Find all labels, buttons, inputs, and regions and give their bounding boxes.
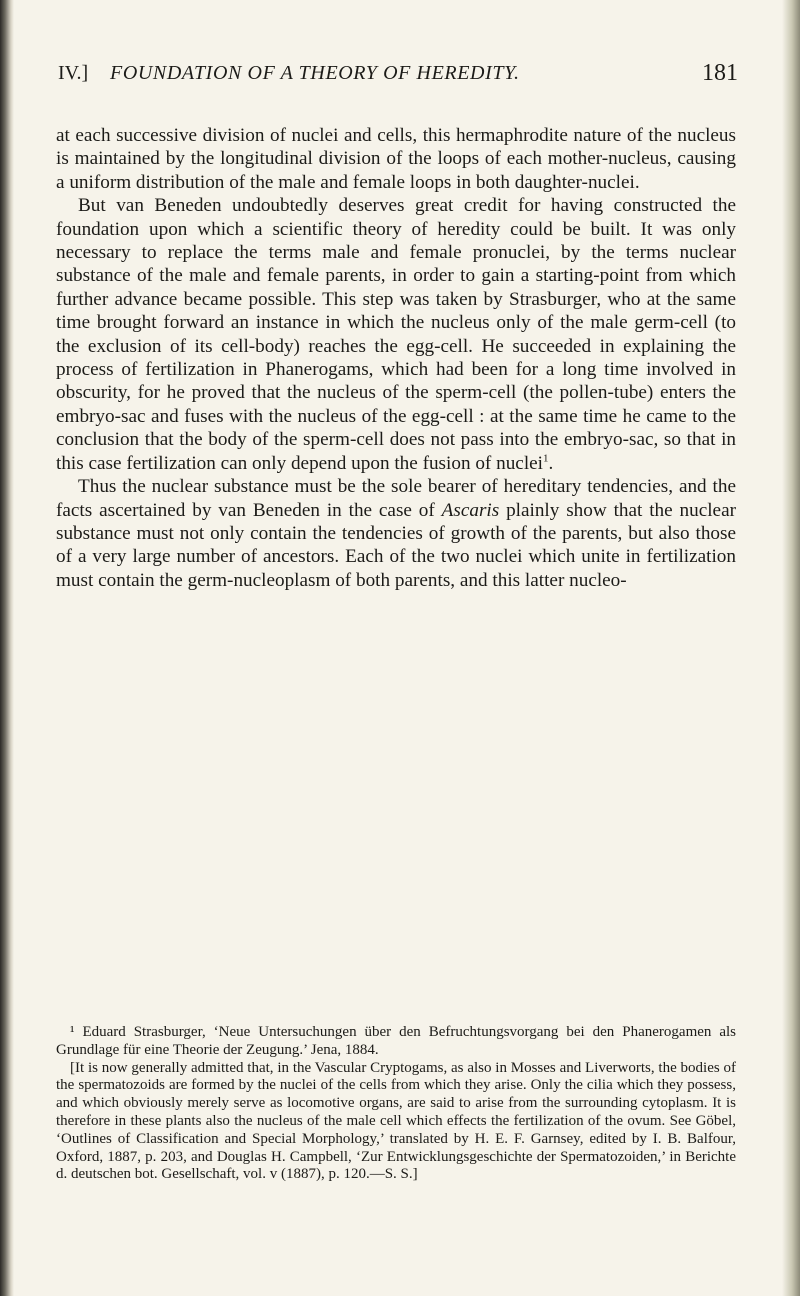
footnotes xyxy=(56,1024,736,1184)
paragraph-strasburger xyxy=(56,194,736,475)
paragraph-continuation: at each successive division of nuclei and cells, this hermaphrodite nature of the nucleus is maintained by the longitudinal division of the loops of each mother-nucleus, causing a uniform distribution of the male and female loops in both daughter-nuclei. xyxy=(56,125,736,193)
running-title: FOUNDATION OF A THEORY OF HEREDITY. xyxy=(110,62,520,84)
paragraph-text: But van Beneden undoubtedly deserves great credit for having constructed the foundation upon which a scientific theory of heredity could be built. It was only necessary to replace the terms male and female pronuclei, by the terms nuclear substance of the male and female parents, in order to gain a starting-point from which further advance became possible. This step was taken by Strasburger, who at the same time brought forward an instance in which the nucleus only of the male germ-cell (to the exclusion of its cell-body) reaches the egg-cell. He succeeded in explaining the process of fertilization in Phanerogams, which had been for a long time involved in obscurity, for he proved that the nucleus of the sperm-cell (the pollen-tube) enters the embryo-sac and fuses with the nucleus of the egg-cell : at the same time he came to the conclusion that the body of the sperm-cell does not pass into the embryo-sac, so that in this case fertilization can only depend upon the fusion of nuclei xyxy=(56,195,736,474)
paragraph-text-end: plainly show that the nuclear substance must not only contain the tendencies of growth of the parents, but also those of a very large number of ancestors. Each of the two nuclei which unite in fertilization must contain the germ-nucleoplasm of both parents, and this latter nucleo- xyxy=(56,499,736,591)
footnote-ref: 1 xyxy=(543,452,549,465)
page-edge-shadow xyxy=(782,0,800,1296)
paragraph-text: Thus the nuclear substance must be the sole bearer of hereditary tendencies, and the facts ascertained by van Beneden in the case of xyxy=(56,476,736,521)
chapter-number: IV.] xyxy=(58,62,89,84)
page-binding-shadow xyxy=(0,0,14,1296)
taxon-name: Ascaris xyxy=(441,499,500,521)
paragraph-nuclear-substance xyxy=(56,475,736,592)
running-header xyxy=(58,62,738,96)
page-number: 181 xyxy=(702,60,738,86)
footnote-1: ¹ Eduard Strasburger, ‘Neue Untersuchungen über den Befruchtungsvorgang bei den Phanerogamen als Grundlage für eine Theorie der Zeugung.’ Jena, 1884. xyxy=(56,1024,736,1058)
footnote-editor-note: [It is now generally admitted that, in the Vascular Cryptogams, as also in Mosses and Liverworts, the bodies of the spermatozoids are formed by the nuclei of the cells from which they arise. Only the cilia which they possess, and which obviously merely serve as locomotive organs, are said to arise from the surrounding cytoplasm. It is therefore in these plants also the nucleus of the male cell which effects the fertilization of the ovum. See Göbel, ‘Outlines of Classification and Special Morphology,’ translated by H. E. F. Garnsey, edited by I. B. Balfour, Oxford, 1887, p. 203, and Douglas H. Campbell, ‘Zur Entwicklungsgeschichte der Spermatozoiden,’ in Berichte d. deutschen bot. Gesellschaft, vol. v (1887), p. 120.—S. S.] xyxy=(56,1059,736,1183)
paragraph-text-end: . xyxy=(548,452,554,474)
main-text xyxy=(56,124,736,592)
